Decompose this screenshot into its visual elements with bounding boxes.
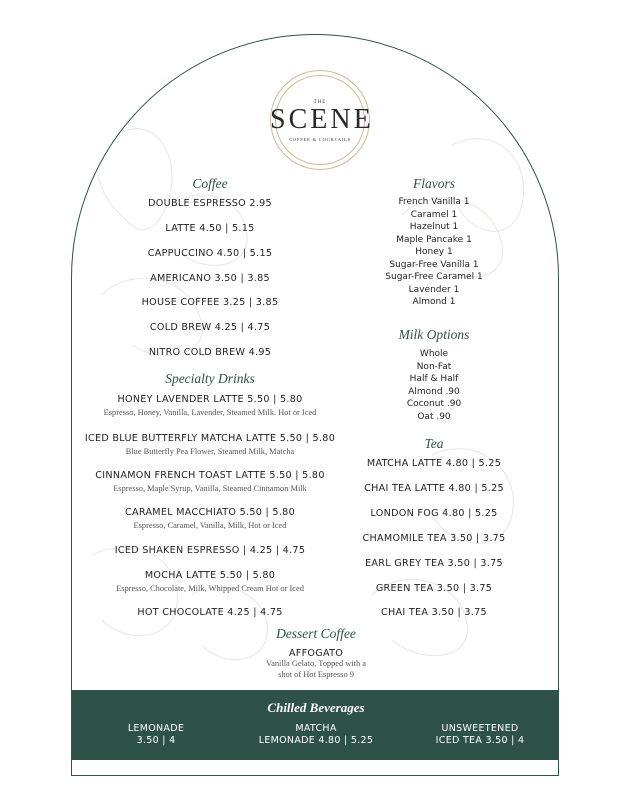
chilled-item: [420, 723, 540, 747]
coffee-heading: Coffee: [192, 176, 228, 191]
dessert-desc-line2: shot of Hot Espresso 9: [278, 670, 354, 679]
specialty-item: ICED BLUE BUTTERFLY MATCHA LATTE 5.50 | 5.80: [84, 433, 336, 444]
specialty-item: CINNAMON FRENCH TOAST LATTE 5.50 | 5.80: [95, 470, 325, 481]
chilled-heading: Chilled Beverages: [267, 700, 365, 715]
tea-item: MATCHA LATTE 4.80 | 5.25: [366, 458, 502, 469]
milk-item: Oat .90: [417, 411, 451, 422]
tea-item: CHAMOMILE TEA 3.50 | 3.75: [362, 533, 506, 544]
flavor-item: Sugar-Free Vanilla 1: [389, 259, 479, 270]
milk-item: Half & Half: [409, 374, 459, 384]
chilled-item: [96, 723, 216, 747]
specialty-item: HOT CHOCOLATE 4.25 | 4.75: [137, 607, 283, 618]
coffee-item: AMERICANO 3.50 | 3.85: [150, 273, 270, 284]
flavor-item: French Vanilla 1: [398, 197, 470, 207]
logo-the: THE: [313, 100, 327, 105]
tea-item: LONDON FOG 4.80 | 5.25: [370, 508, 498, 519]
tea-item: CHAI TEA 3.50 | 3.75: [381, 607, 487, 618]
flavor-item: Sugar-Free Caramel 1: [385, 272, 483, 282]
coffee-item: NITRO COLD BREW 4.95: [148, 347, 272, 358]
menu-arch: [71, 34, 559, 776]
coffee-item: DOUBLE ESPRESSO 2.95: [148, 198, 272, 209]
specialty-item: CARAMEL MACCHIATO 5.50 | 5.80: [125, 507, 295, 518]
tea-item: CHAI TEA LATTE 4.80 | 5.25: [364, 483, 504, 494]
chilled-item-line2: 3.50 | 4: [136, 735, 176, 746]
chilled-item-line2: LEMONADE 4.80 | 5.25: [258, 735, 374, 746]
chilled-item-line1: MATCHA: [295, 723, 337, 734]
coffee-item: LATTE 4.50 | 5.15: [165, 223, 255, 234]
flavor-item: Lavender 1: [408, 284, 460, 295]
chilled-item: [236, 723, 396, 747]
dessert-desc-line1: Vanilla Gelato, Topped with a: [266, 659, 366, 668]
tea-heading: Tea: [424, 436, 444, 451]
milk-item: Non-Fat: [416, 361, 452, 372]
milk-item: Almond .90: [408, 386, 460, 397]
milk-item: Whole: [419, 349, 449, 359]
milk-heading: Milk Options: [398, 327, 470, 342]
specialty-desc: Espresso, Maple Syrup, Vanilla, Steamed Cinnamon Milk: [113, 484, 307, 493]
chilled-beverages-band: [72, 690, 559, 760]
chilled-item-line2: ICED TEA 3.50 | 4: [435, 735, 525, 746]
specialty-item: MOCHA LATTE 5.50 | 5.80: [144, 570, 276, 581]
chilled-item-line1: LEMONADE: [127, 723, 185, 734]
specialty-desc: Espresso, Caramel, Vanilla, Milk, Hot or Iced: [133, 521, 287, 530]
flavors-heading: Flavors: [413, 176, 455, 191]
specialty-desc: Blue Butterfly Pea Flower, Steamed Milk, Matcha: [125, 447, 295, 456]
tea-item: GREEN TEA 3.50 | 3.75: [375, 583, 493, 594]
flavor-item: Almond 1: [412, 297, 456, 307]
coffee-item: HOUSE COFFEE 3.25 | 3.85: [141, 297, 279, 308]
logo-tagline: COFFEE & COCKTAILS: [289, 137, 351, 142]
coffee-item: CAPPUCCINO 4.50 | 5.15: [147, 248, 273, 259]
chilled-item-line1: UNSWEETENED: [441, 723, 519, 734]
tea-item: EARL GREY TEA 3.50 | 3.75: [365, 558, 503, 569]
specialty-item: ICED SHAKEN ESPRESSO | 4.25 | 4.75: [114, 545, 306, 556]
flavor-item: Caramel 1: [410, 209, 458, 220]
logo: [270, 70, 374, 170]
dessert-heading: Dessert Coffee: [276, 626, 356, 641]
specialty-desc: Espresso, Honey, Vanilla, Lavender, Steamed Milk. Hot or Iced: [103, 408, 317, 417]
flavor-item: Honey 1: [415, 247, 453, 257]
specialty-item: HONEY LAVENDER LATTE 5.50 | 5.80: [117, 394, 303, 405]
coffee-item: COLD BREW 4.25 | 4.75: [149, 322, 271, 333]
milk-item: Coconut .90: [406, 399, 462, 409]
logo-wordmark: SCENE: [270, 104, 374, 135]
dessert-item: AFFOGATO: [288, 648, 344, 659]
flavor-item: Maple Pancake 1: [396, 234, 472, 245]
specialty-heading: Specialty Drinks: [165, 371, 255, 386]
flavor-item: Hazelnut 1: [409, 222, 459, 232]
specialty-desc: Espresso, Chocolate, Milk, Whipped Cream Hot or Iced: [116, 584, 304, 593]
